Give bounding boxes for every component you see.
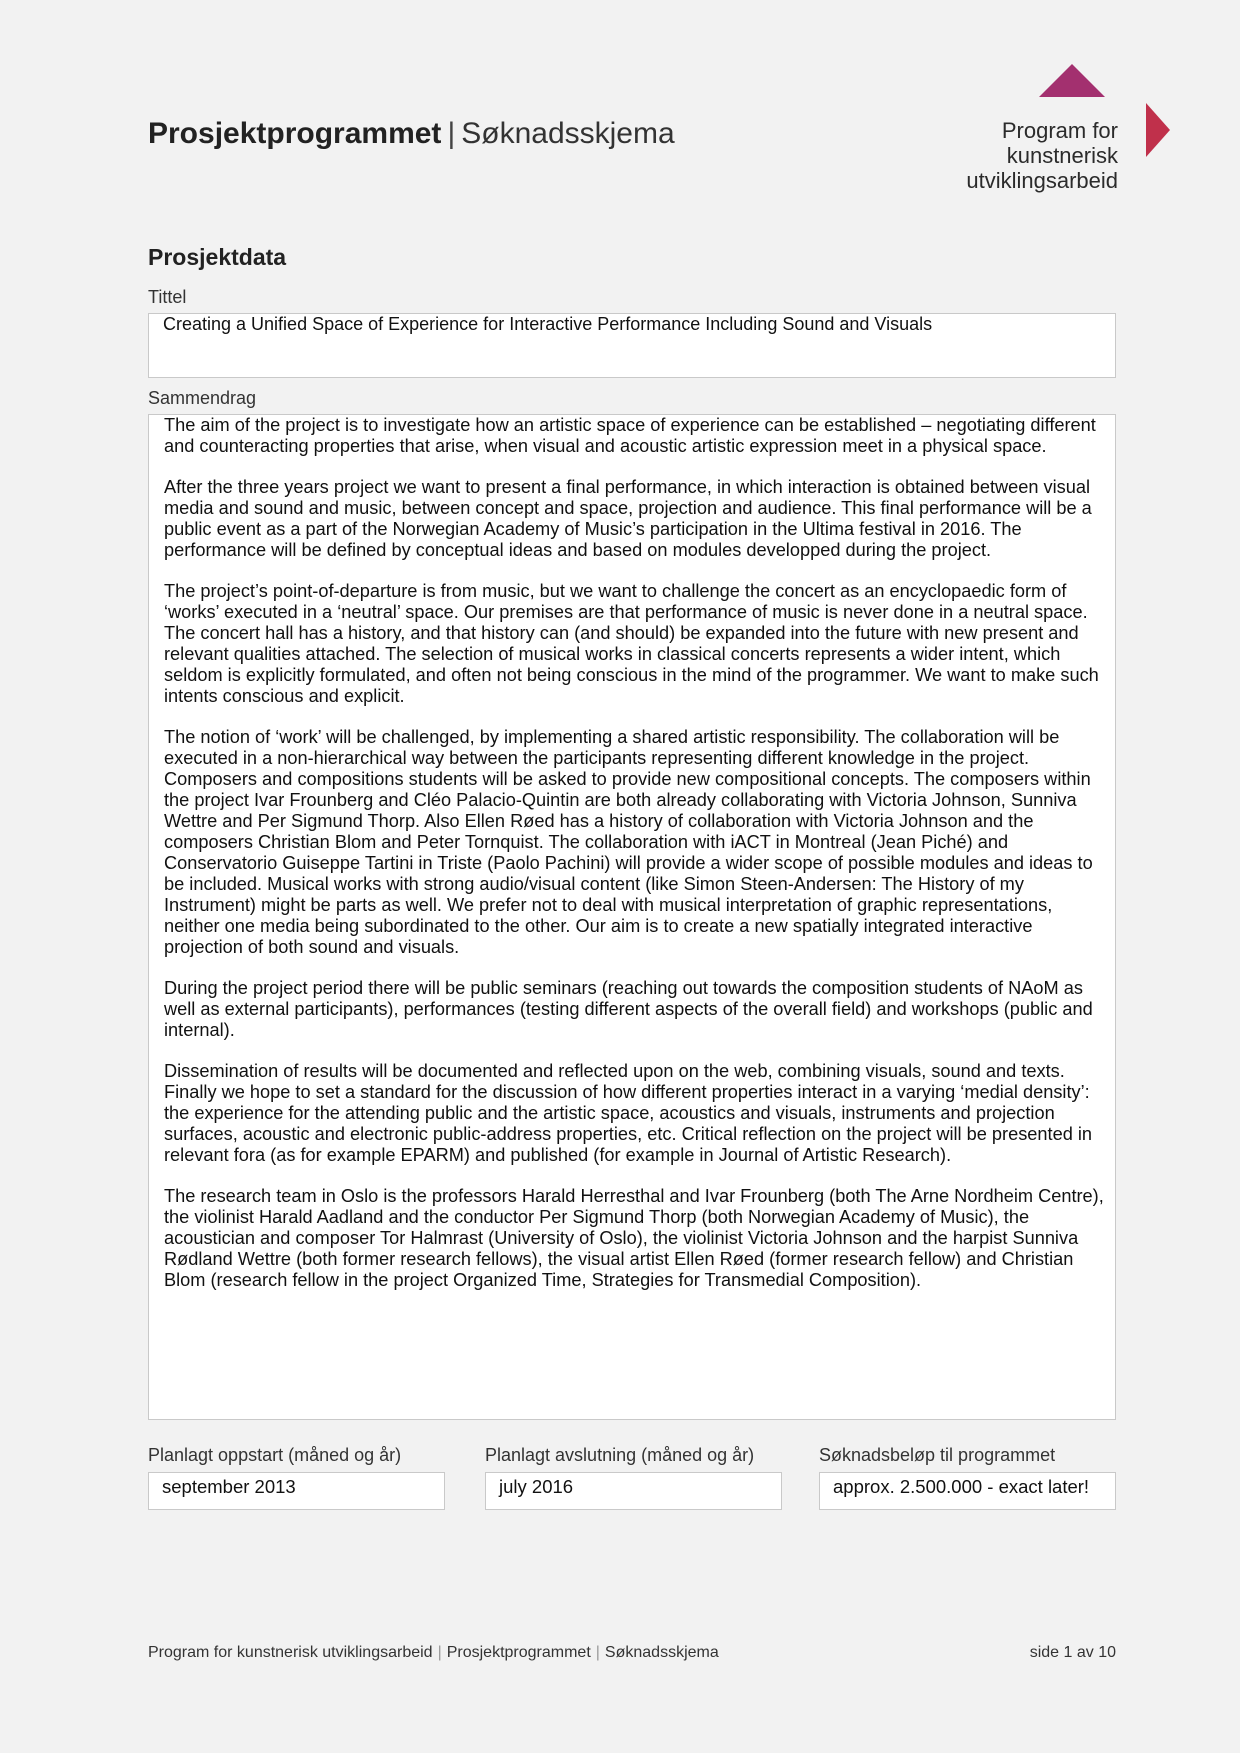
summary-paragraph: The project’s point-of-departure is from music, but we want to challenge the concert as an encyclopaedic form of ‘works’ executed in a ‘neutral’ space. Our premises are that performance of music is never done in a neutral space. The concert hall has a history, and that history can (and should) be expanded into the future with new present and relevant qualities attached. The selection of musical works in classical concerts represents a wider intent, which seldom is explicitly formulated, and often not being conscious in the mind of the programmer. We want to make such intents conscious and explicit. xyxy=(164,581,1099,706)
footer-breadcrumb xyxy=(148,1644,719,1662)
title-program-name: Prosjektprogrammet xyxy=(148,117,442,150)
page-number: side 1 av 10 xyxy=(1029,1644,1116,1661)
logo-line-3: utviklingsarbeid xyxy=(966,168,1118,193)
summary-paragraph: The aim of the project is to investigate how an artistic space of experience can be established – negotiating different and counteracting properties that arise, when visual and acoustic artistic expression meet in a physical space. xyxy=(164,415,1096,456)
start-date-label: Planlagt oppstart (måned og år) xyxy=(148,1445,402,1465)
logo-triangle-right-icon xyxy=(1146,103,1170,157)
summary-paragraph: The notion of ‘work’ will be challenged, by implementing a shared artistic responsibility. The collaboration will be executed in a non-hierarchical way between the participants representing different knowledge in the project. Composers and compositions students will be asked to provide new compositional concepts. The composers within the project Ivar Frounberg and Cléo Palacio-Quintin are both already collaborating with Victoria Johnson, Sunniva Wettre and Per Sigmund Thorp. Also Ellen Røed has a history of collaboration with Victoria Johnson and the composers Christian Blom and Peter Tornquist. The collaboration with iACT in Montreal (Jean Piché) and Conservatorio Guiseppe Tartini in Triste (Paolo Pachini) will provide a wider scope of possible modules and ideas to be included. Musical works with strong audio/visual content (like Simon Steen-Andersen: The History of my Instrument) might be parts as well. We prefer not to deal with musical interpretation of graphic representations, neither one media being subordinated to the other. Our aim is to create a new spatially integrated interactive projection of both sound and visuals. xyxy=(164,727,1093,957)
logo-line-2: kunstnerisk xyxy=(1006,143,1118,168)
end-date-field[interactable] xyxy=(485,1472,782,1510)
summary-paragraph: Dissemination of results will be documented and reflected upon on the web, combining visuals, sound and texts. Finally we hope to set a standard for the discussion of how different properties interact in a varying ‘medial density’: the experience for the attending public and the artistic space, acoustics and visuals, instruments and projection surfaces, acoustic and electronic public-address properties, etc. Critical reflection on the project will be presented in relevant fora (as for example EPARM) and published (for example in Journal of Artistic Research). xyxy=(164,1061,1093,1165)
summary-paragraph: During the project period there will be public seminars (reaching out towards the composition students of NAoM as well as external participants), performances (testing different aspects of the overall field) and workshops (public and internal). xyxy=(164,978,1093,1040)
logo-line-1: Program for xyxy=(1001,118,1118,143)
title-label: Tittel xyxy=(148,287,187,307)
summary-text xyxy=(164,415,1109,1311)
footer-program: Program for kunstnerisk utviklingsarbeid xyxy=(148,1644,433,1661)
logo-triangle-top-icon xyxy=(1039,64,1105,97)
amount-value: approx. 2.500.000 - exact later! xyxy=(833,1476,1090,1497)
footer-form-name: Søknadsskjema xyxy=(604,1644,719,1661)
logo-text xyxy=(966,118,1118,193)
amount-label: Søknadsbeløp til programmet xyxy=(819,1445,1056,1465)
amount-field[interactable] xyxy=(819,1472,1116,1510)
summary-label: Sammendrag xyxy=(148,388,257,408)
title-field[interactable] xyxy=(148,313,1116,378)
summary-paragraph: The research team in Oslo is the professors Harald Herresthal and Ivar Frounberg (both The Arne Nordheim Centre), the violinist Harald Aadland and the conductor Per Sigmund Thorp (both Norwegian Academy of Music), the acoustician and composer Tor Halmrast (University of Oslo), the violinist Victoria Johnson and the harpist Sunniva Rødland Wettre (both former research fellows), the visual artist Ellen Røed (former research fellow) and Christian Blom (research fellow in the project Organized Time, Strategies for Transmedial Composition). xyxy=(164,1186,1104,1290)
footer-separator: | xyxy=(595,1644,600,1661)
end-date-label: Planlagt avslutning (måned og år) xyxy=(485,1445,755,1465)
start-date-value: september 2013 xyxy=(162,1476,296,1497)
summary-field[interactable] xyxy=(148,414,1116,1420)
section-heading: Prosjektdata xyxy=(148,244,287,270)
start-date-field[interactable] xyxy=(148,1472,445,1510)
footer-separator: | xyxy=(437,1644,442,1661)
document-title xyxy=(148,116,675,152)
title-value: Creating a Unified Space of Experience for Interactive Performance Including Sound and Visuals xyxy=(163,314,933,334)
title-separator: | xyxy=(447,117,456,150)
end-date-value: july 2016 xyxy=(499,1476,574,1497)
title-form-name: Søknadsskjema xyxy=(461,117,675,150)
summary-paragraph: After the three years project we want to present a final performance, in which interaction is obtained between visual media and sound and music, between concept and space, projection and audience. This final performance will be a public event as a part of the Norwegian Academy of Music’s participation in the Ultima festival in 2016. The performance will be defined by conceptual ideas and based on modules developped during the project. xyxy=(164,477,1092,560)
footer-project-program: Prosjektprogrammet xyxy=(446,1644,591,1661)
